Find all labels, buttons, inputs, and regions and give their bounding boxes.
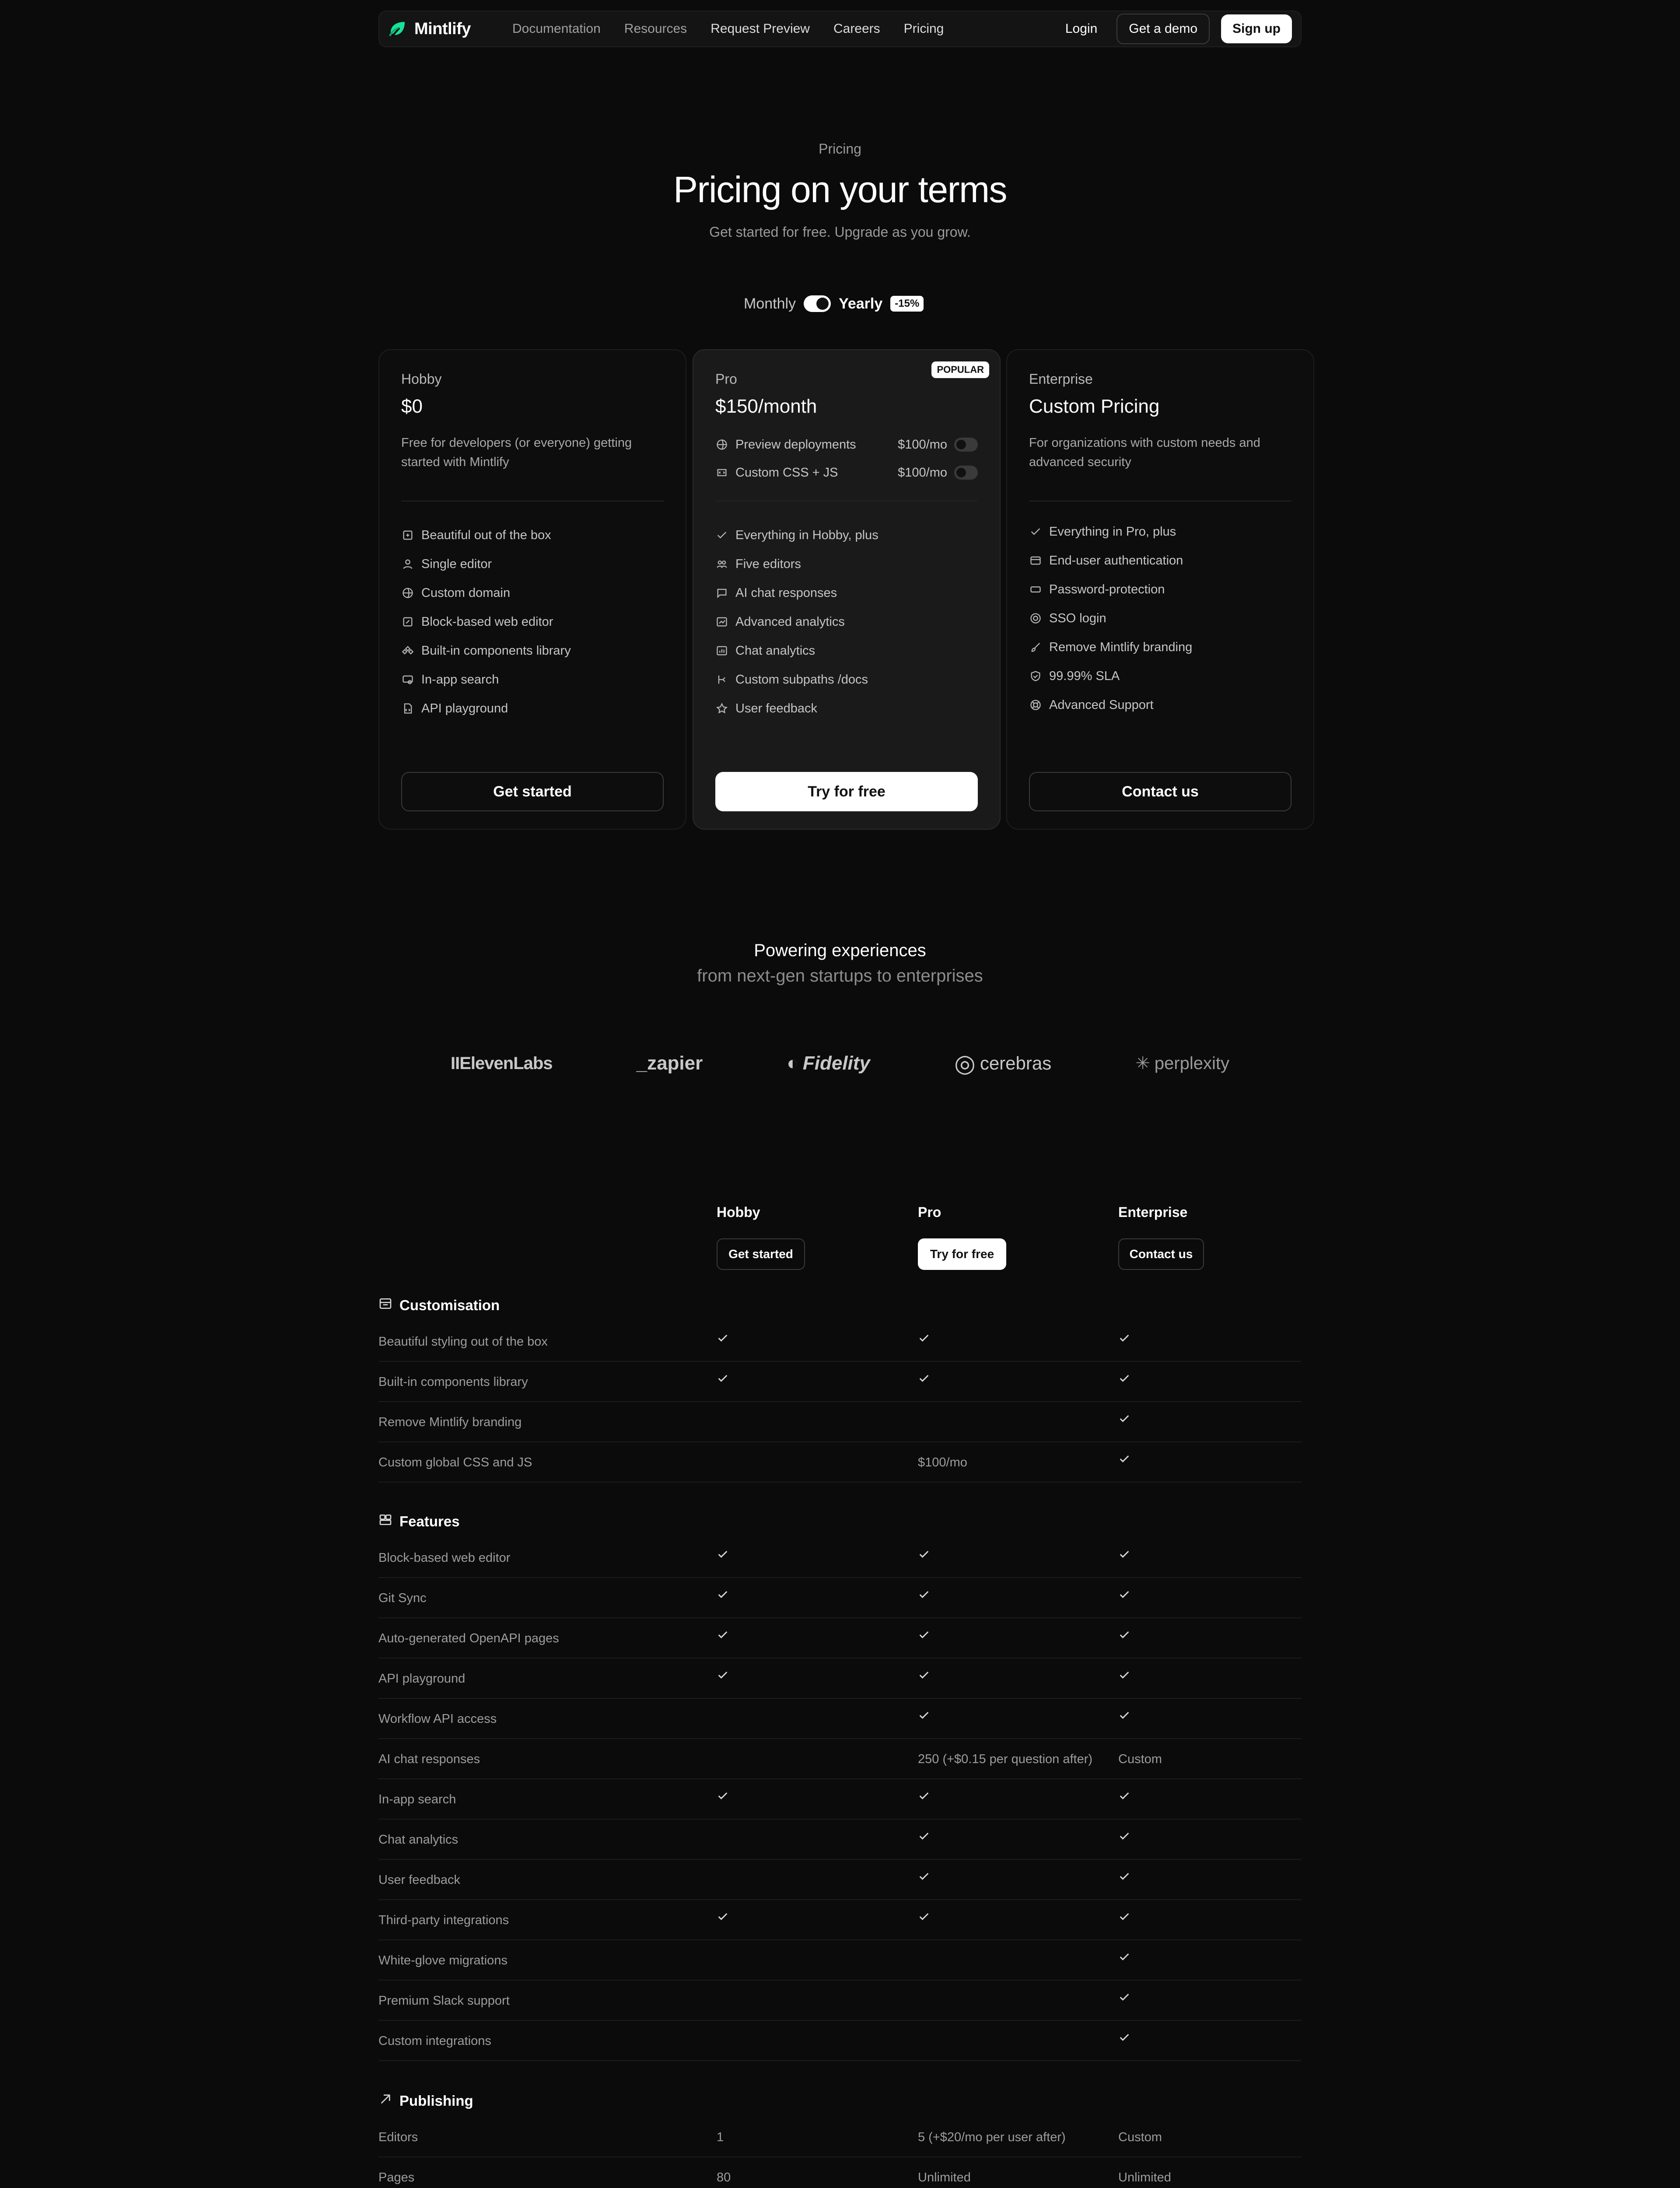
top-nav <box>378 11 1302 47</box>
brush-icon <box>1029 641 1042 654</box>
components-icon <box>401 644 414 657</box>
elevenlabs-logo: IIElevenLabs <box>451 1053 553 1073</box>
nav-links <box>512 21 967 36</box>
feature-list <box>715 521 978 723</box>
perplexity-mark-icon: ✳ <box>1135 1054 1150 1073</box>
check-icon <box>717 1790 731 1804</box>
cell-value: 1 <box>717 2130 724 2144</box>
brand-logo[interactable] <box>388 19 471 39</box>
table-row <box>378 1981 1302 2021</box>
addon-preview-deployments: Preview deployments $100/mo <box>715 431 978 459</box>
list-item: User feedback <box>715 694 978 723</box>
check-icon <box>918 1911 932 1925</box>
compare-get-started-button[interactable]: Get started <box>717 1238 805 1270</box>
check-icon <box>717 1372 731 1386</box>
globe-icon <box>715 438 728 451</box>
row-label: White-glove migrations <box>378 1953 508 1967</box>
globe-icon <box>401 586 414 600</box>
publishing-icon-svg <box>378 2092 392 2106</box>
table-row <box>378 1739 1302 1779</box>
brand-name: Mintlify <box>414 19 471 38</box>
id-card-icon <box>1029 554 1042 567</box>
table-row <box>378 1860 1302 1900</box>
table-row <box>378 1442 1302 1483</box>
plan-card-enterprise <box>1006 349 1314 830</box>
list-item: Advanced Support <box>1029 691 1292 719</box>
check-icon <box>717 1911 731 1925</box>
row-label: Git Sync <box>378 1591 427 1605</box>
list-item: Remove Mintlify branding <box>1029 633 1292 662</box>
list-item: Password-protection <box>1029 575 1292 604</box>
check-icon <box>1118 1991 1132 2005</box>
check-icon <box>918 1548 932 1562</box>
check-icon <box>918 1709 932 1723</box>
check-icon <box>918 1669 932 1683</box>
nav-link-careers[interactable]: Careers <box>833 21 880 36</box>
check-icon <box>1118 1413 1132 1427</box>
list-item: Custom subpaths /docs <box>715 665 978 694</box>
features-icon <box>378 1513 392 1530</box>
row-label: Auto-generated OpenAPI pages <box>378 1631 559 1645</box>
sparkle-icon <box>401 529 414 542</box>
check-icon <box>918 1332 932 1346</box>
row-label: Built-in components library <box>378 1375 528 1389</box>
check-icon <box>918 1588 932 1602</box>
list-item: Everything in Hobby, plus <box>715 521 978 550</box>
row-label: API playground <box>378 1672 466 1686</box>
check-icon <box>1118 1332 1132 1346</box>
check-icon <box>1118 1669 1132 1683</box>
plan-description: For organizations with custom needs and advanced security <box>1029 436 1260 469</box>
table-row <box>378 1779 1302 1820</box>
table-row <box>378 1820 1302 1860</box>
list-item: SSO login <box>1029 604 1292 633</box>
star-icon <box>715 702 728 715</box>
table-row <box>378 1538 1302 1578</box>
list-item: Block-based web editor <box>401 607 664 636</box>
check-icon <box>717 1669 731 1683</box>
cell-value: Unlimited <box>1118 2170 1171 2184</box>
feature-list <box>1029 517 1292 719</box>
table-row <box>378 1699 1302 1739</box>
custom-css-js-toggle[interactable] <box>954 466 978 480</box>
check-icon <box>1118 1629 1132 1643</box>
table-row <box>378 1362 1302 1402</box>
check-icon <box>717 1588 731 1602</box>
table-row <box>378 2157 1302 2188</box>
user-icon <box>401 558 414 571</box>
enterprise-contact-us-button[interactable]: Contact us <box>1029 772 1292 811</box>
powering-subtitle: from next-gen startups to enterprises <box>697 966 983 985</box>
check-icon <box>1118 1790 1132 1804</box>
plan-card-hobby <box>378 349 686 830</box>
list-item: Chat analytics <box>715 636 978 665</box>
plan-description: Free for developers (or everyone) getting started with Mintlify <box>401 436 632 469</box>
compare-try-for-free-button[interactable]: Try for free <box>918 1238 1006 1270</box>
row-label: User feedback <box>378 1873 460 1887</box>
hero-kicker: Pricing <box>819 141 861 157</box>
popular-badge: POPULAR <box>931 361 989 378</box>
check-icon <box>1118 1588 1132 1602</box>
check-icon <box>1118 1709 1132 1723</box>
row-label: Third-party integrations <box>378 1913 509 1927</box>
search-icon <box>401 673 414 686</box>
nav-link-documentation[interactable]: Documentation <box>512 21 601 36</box>
list-item: Five editors <box>715 550 978 579</box>
preview-deployments-toggle[interactable] <box>954 438 978 452</box>
nav-link-pricing[interactable]: Pricing <box>903 21 944 36</box>
get-demo-button[interactable]: Get a demo <box>1116 14 1210 44</box>
monthly-label[interactable]: Monthly <box>744 295 796 312</box>
chat-icon <box>715 586 728 600</box>
row-label: Workflow API access <box>378 1712 497 1726</box>
row-label: Chat analytics <box>378 1833 458 1847</box>
table-row <box>378 1402 1302 1442</box>
powering-title: Powering experiences <box>754 941 926 960</box>
compare-contact-us-button[interactable]: Contact us <box>1118 1238 1204 1270</box>
row-label: AI chat responses <box>378 1752 480 1766</box>
list-item: Built-in components library <box>401 636 664 665</box>
fidelity-mark-icon: ◐ <box>787 1052 798 1074</box>
page-title: Pricing on your terms <box>673 169 1007 210</box>
cell-value: Unlimited <box>918 2170 971 2184</box>
row-label: Custom global CSS and JS <box>378 1455 532 1469</box>
password-icon <box>1029 583 1042 596</box>
cerebras-mark-icon: ◎ <box>954 1049 976 1077</box>
cell-value: 80 <box>717 2170 731 2184</box>
check-icon <box>918 1790 932 1804</box>
discount-badge: -15% <box>890 296 924 312</box>
check-icon <box>1118 1830 1132 1844</box>
table-row <box>378 1578 1302 1618</box>
features-icon-svg <box>378 1513 392 1527</box>
list-item: Advanced analytics <box>715 607 978 636</box>
billing-toggle <box>744 291 936 317</box>
row-label: Remove Mintlify branding <box>378 1415 522 1429</box>
table-row <box>378 1940 1302 1981</box>
check-icon <box>715 529 728 542</box>
users-icon <box>715 558 728 571</box>
list-item: API playground <box>401 694 664 723</box>
compare-col-hobby: Hobby <box>717 1204 760 1220</box>
section-heading-customisation: Customisation <box>378 1295 500 1315</box>
check-icon <box>717 1548 731 1562</box>
edit-icon <box>401 615 414 628</box>
section-heading-publishing: Publishing <box>378 2091 473 2111</box>
perplexity-logo: ✳ perplexity <box>1135 1053 1229 1073</box>
row-label: Pages <box>378 2170 415 2184</box>
pro-try-for-free-button[interactable]: Try for free <box>715 772 978 811</box>
plan-name: Enterprise <box>1029 371 1093 387</box>
check-icon <box>1118 1870 1132 1884</box>
customisation-icon <box>378 1297 392 1314</box>
check-icon <box>1118 1548 1132 1562</box>
nav-link-request-preview[interactable]: Request Preview <box>710 21 810 36</box>
login-button[interactable]: Login <box>1065 21 1098 36</box>
customisation-icon-svg <box>378 1297 392 1311</box>
check-icon <box>918 1629 932 1643</box>
mintlify-logo-icon <box>388 19 409 39</box>
row-label: Beautiful styling out of the box <box>378 1335 548 1349</box>
list-item: Beautiful out of the box <box>401 521 664 550</box>
list-item: AI chat responses <box>715 579 978 607</box>
cell-value: 250 (+$0.15 per question after) <box>918 1752 1093 1766</box>
plan-price: $0 <box>401 396 423 417</box>
list-item: In-app search <box>401 665 664 694</box>
section-heading-features: Features <box>378 1511 460 1532</box>
cell-value: Custom <box>1118 1752 1162 1766</box>
table-row <box>378 1659 1302 1699</box>
analytics-icon <box>715 615 728 628</box>
plan-name: Hobby <box>401 371 442 387</box>
compare-col-enterprise: Enterprise <box>1118 1204 1188 1220</box>
plan-name: Pro <box>715 371 737 387</box>
publishing-icon <box>378 2092 392 2110</box>
row-label: Block-based web editor <box>378 1551 511 1565</box>
list-item: Single editor <box>401 550 664 579</box>
list-item: 99.99% SLA <box>1029 662 1292 691</box>
check-icon <box>918 1372 932 1386</box>
plan-price: $150/month <box>715 396 817 417</box>
customer-logos <box>451 1044 1229 1083</box>
plan-card-pro <box>693 349 1001 830</box>
table-row <box>378 1900 1302 1940</box>
row-label: In-app search <box>378 1792 456 1806</box>
check-icon <box>918 1830 932 1844</box>
nav-actions <box>1057 14 1292 44</box>
cell-value: Custom <box>1118 2130 1162 2144</box>
yearly-label[interactable]: Yearly <box>839 295 883 312</box>
cell-value: 5 (+$20/mo per user after) <box>918 2130 1066 2144</box>
hobby-get-started-button[interactable]: Get started <box>401 772 664 811</box>
subpath-icon <box>715 673 728 686</box>
compare-col-pro: Pro <box>918 1204 942 1220</box>
table-row <box>378 2021 1302 2061</box>
check-icon <box>1118 2031 1132 2045</box>
sso-icon <box>1029 612 1042 625</box>
chart-icon <box>715 644 728 657</box>
row-label: Premium Slack support <box>378 1994 510 2008</box>
addon-custom-css-js: Custom CSS + JS $100/mo <box>715 459 978 487</box>
check-icon <box>918 1870 932 1884</box>
table-row <box>378 2117 1302 2157</box>
fidelity-logo: ◐ Fidelity <box>787 1052 870 1074</box>
table-row <box>378 1322 1302 1362</box>
plan-price: Custom Pricing <box>1029 396 1160 417</box>
nav-link-resources[interactable]: Resources <box>624 21 687 36</box>
sign-up-button[interactable]: Sign up <box>1221 14 1292 43</box>
cell-value: $100/mo <box>918 1455 967 1469</box>
check-icon <box>1118 1951 1132 1965</box>
check-icon <box>717 1332 731 1346</box>
table-row <box>378 1618 1302 1659</box>
check-icon <box>717 1629 731 1643</box>
check-icon <box>1118 1453 1132 1467</box>
check-icon <box>1118 1911 1132 1925</box>
support-icon <box>1029 698 1042 712</box>
code-icon <box>401 702 414 715</box>
billing-switch[interactable] <box>804 295 831 312</box>
feature-list <box>401 521 664 723</box>
addon-list <box>715 431 978 487</box>
list-item: End-user authentication <box>1029 546 1292 575</box>
row-label: Custom integrations <box>378 2034 491 2048</box>
cerebras-logo: ◎ cerebras <box>954 1049 1052 1077</box>
check-icon <box>1029 525 1042 538</box>
list-item: Everything in Pro, plus <box>1029 517 1292 546</box>
hero-subtitle: Get started for free. Upgrade as you grow. <box>709 224 971 240</box>
zapier-logo: _zapier <box>636 1052 703 1074</box>
code-icon <box>715 466 728 479</box>
list-item: Custom domain <box>401 579 664 607</box>
check-icon <box>1118 1372 1132 1386</box>
shield-icon <box>1029 670 1042 683</box>
row-label: Editors <box>378 2130 418 2144</box>
